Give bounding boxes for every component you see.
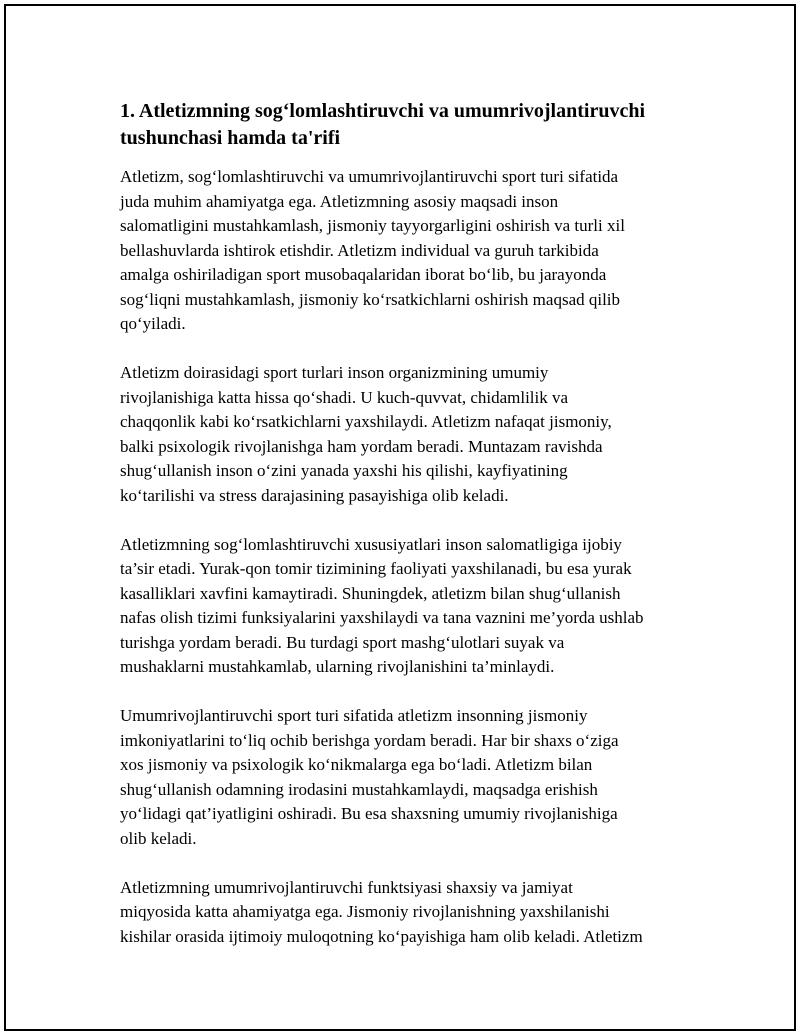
heading-line: 1. Atletizmning sog‘lomlashtiruvchi va umumrivojlantiruvchi	[120, 100, 645, 122]
paragraph-5	[120, 876, 700, 950]
text-line: Atletizm doirasidagi sport turlari inson organizmining umumiy	[120, 363, 549, 382]
text-line: salomatligini mustahkamlash, jismoniy tayyorgarligini oshirish va turli xil	[120, 216, 625, 235]
text-line: ta’sir etadi. Yurak-qon tomir tizimining faoliyati yaxshilanadi, bu esa yurak	[120, 559, 632, 578]
text-line: Atletizm, sog‘lomlashtiruvchi va umumrivojlantiruvchi sport turi sifatida	[120, 167, 619, 186]
text-line: kishilar orasida ijtimoiy muloqotning ko‘payishiga ham olib keladi. Atletizm	[120, 926, 643, 946]
text-line: sog‘liqni mustahkamlash, jismoniy ko‘rsatkichlarni oshirish maqsad qilib	[120, 289, 621, 309]
text-line: shug‘ullanish inson o‘zini yanada yaxshi his qilishi, kayfiyatining	[120, 461, 568, 480]
paragraph-2	[120, 361, 700, 508]
text-line: Atletizmning sog‘lomlashtiruvchi xususiyatlari inson salomatligiga ijobiy	[120, 534, 622, 554]
text-line: Atletizmning umumrivojlantiruvchi funktsiyasi shaxsiy va jamiyat	[120, 877, 573, 897]
text-line: chaqqonlik kabi ko‘rsatkichlarni yaxshilaydi. Atletizm nafaqat jismoniy,	[120, 412, 612, 431]
text-line: shug‘ullanish odamning irodasini mustahkamlaydi, maqsadga erishish	[120, 779, 598, 799]
heading-line: tushunchasi hamda ta'rifi	[120, 127, 341, 149]
text-line: amalga oshiriladigan sport musobaqalaridan iborat bo‘lib, bu jarayonda	[120, 265, 607, 284]
text-line: xos jismoniy va psixologik ko‘nikmalarga ega bo‘ladi. Atletizm bilan	[120, 755, 593, 774]
text-line: qo‘yiladi.	[120, 314, 186, 333]
text-line: nafas olish tizimi funksiyalarini yaxshilaydi va tana vaznini me’yorda ushlab	[120, 608, 644, 627]
text-line: bellashuvlarda ishtirok etishdir. Atletizm individual va guruh tarkibida	[120, 240, 599, 260]
text-line: imkoniyatlarini to‘liq ochib berishga yordam beradi. Har bir shaxs o‘ziga	[120, 730, 619, 750]
text-line: miqyosida katta ahamiyatga ega. Jismoniy rivojlanishning yaxshilanishi	[120, 902, 610, 921]
paragraph-4	[120, 704, 700, 851]
section-heading	[120, 98, 700, 152]
text-line: olib keladi.	[120, 828, 197, 848]
page-border	[4, 4, 796, 1031]
text-line: ko‘tarilishi va stress darajasining pasayishiga olib keladi.	[120, 485, 509, 505]
text-line: kasalliklari xavfini kamaytiradi. Shuningdek, atletizm bilan shug‘ullanish	[120, 583, 621, 603]
document-body	[120, 98, 700, 974]
paragraph-3	[120, 533, 700, 680]
text-line: yo‘lidagi qat’iyatligini oshiradi. Bu esa shaxsning umumiy rivojlanishiga	[120, 804, 618, 823]
paragraph-1	[120, 165, 700, 337]
text-line: balki psixologik rivojlanishga ham yordam beradi. Muntazam ravishda	[120, 436, 603, 456]
text-line: Umumrivojlantiruvchi sport turi sifatida atletizm insonning jismoniy	[120, 706, 588, 725]
text-line: mushaklarni mustahkamlab, ularning rivojlanishini ta’minlaydi.	[120, 657, 555, 676]
text-line: rivojlanishiga katta hissa qo‘shadi. U kuch-quvvat, chidamlilik va	[120, 387, 569, 407]
text-line: juda muhim ahamiyatga ega. Atletizmning asosiy maqsadi inson	[120, 191, 559, 211]
text-line: turishga yordam beradi. Bu turdagi sport mashg‘ulotlari suyak va	[120, 632, 565, 652]
